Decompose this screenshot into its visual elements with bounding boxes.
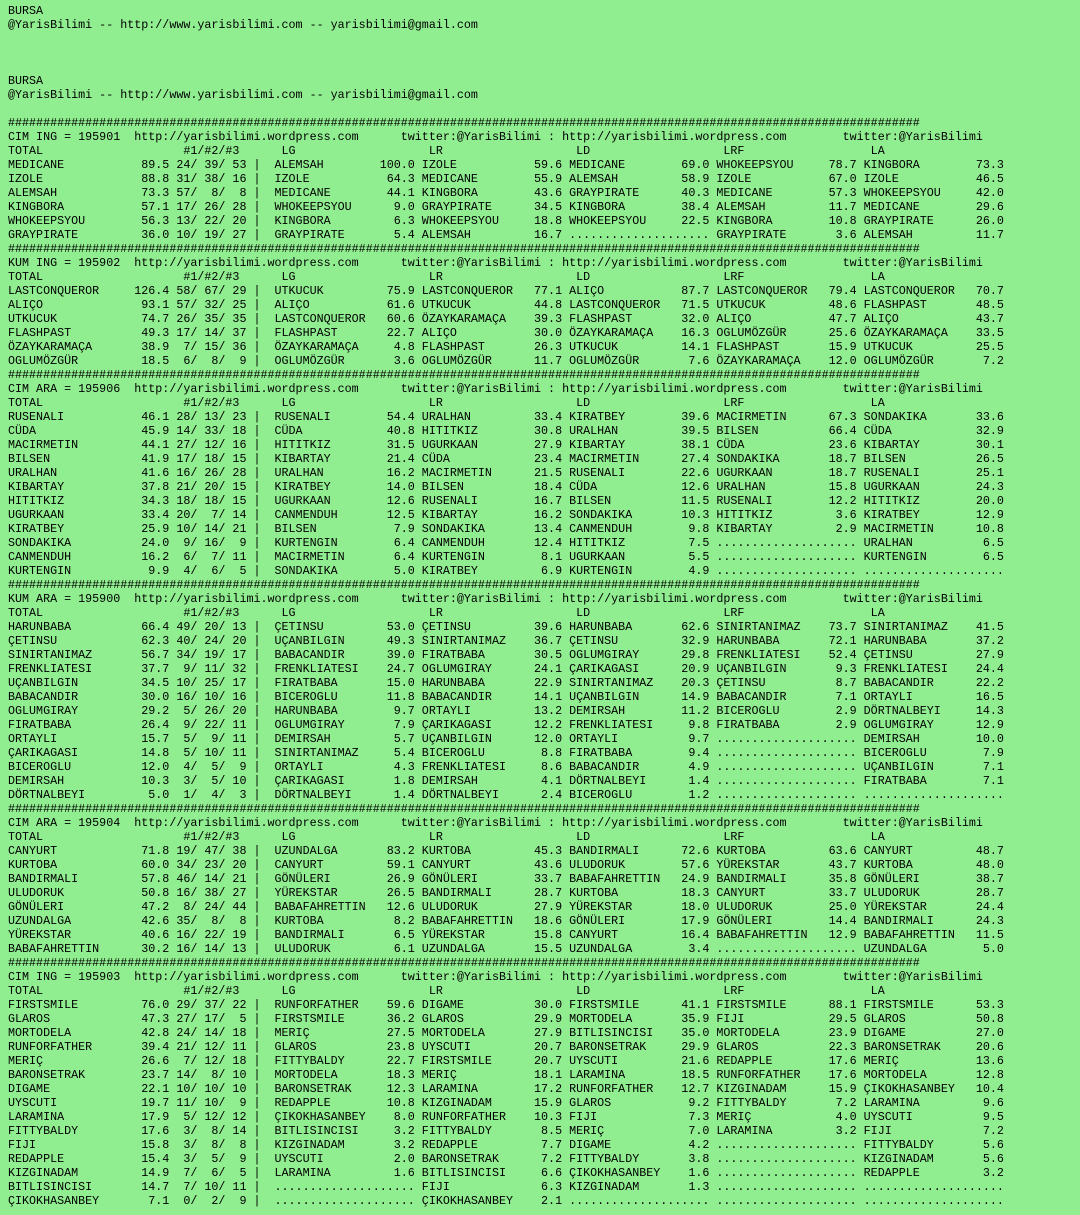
horse-row: FRENKLIATESI 37.7 9/ 11/ 32 | FRENKLIATESI 24.7 OGLUMGIRAY 24.1 ÇARIKAGASI 20.9 UÇANBILGIN 9.3 FRENKLIATESI 24.4 [8, 662, 1004, 676]
horse-row: FITTYBALDY 17.6 3/ 8/ 14 | BITLISINCISI 3.2 FITTYBALDY 8.5 MERIÇ 7.0 LARAMINA 3.2 FIJI 7.2 [8, 1124, 1004, 1138]
horse-row: DIGAME 22.1 10/ 10/ 10 | BARONSETRAK 12.3 LARAMINA 17.2 RUNFORFATHER 12.7 KIZGINADAM 15.9 ÇIKOKHASANBEY 10.4 [8, 1082, 1004, 1096]
horse-row: KURTENGIN 9.9 4/ 6/ 5 | SONDAKIKA 5.0 KIRATBEY 6.9 KURTENGIN 4.9 .................... .................... [8, 564, 1004, 578]
horse-row: ÇETINSU 62.3 40/ 24/ 20 | UÇANBILGIN 49.3 SINIRTANIMAZ 36.7 ÇETINSU 32.9 HARUNBABA 72.1 HARUNBABA 37.2 [8, 634, 1004, 648]
separator: ################################################################################################################################## [8, 242, 920, 256]
horse-row: MACIRMETIN 44.1 27/ 12/ 16 | HITITKIZ 31.5 UGURKAAN 27.9 KIBARTAY 38.1 CÜDA 23.6 KIBARTAY 30.1 [8, 438, 1004, 452]
horse-row: WHOKEEPSYOU 56.3 13/ 22/ 20 | KINGBORA 6.3 WHOKEEPSYOU 18.8 WHOKEEPSYOU 22.5 KINGBORA 10.8 GRAYPIRATE 26.0 [8, 214, 1004, 228]
horse-row: GÖNÜLERI 47.2 8/ 24/ 44 | BABAFAHRETTIN 12.6 ULUDORUK 27.9 YÜREKSTAR 18.0 ULUDORUK 25.0 YÜREKSTAR 24.4 [8, 900, 1004, 914]
horse-row: FIRATBABA 26.4 9/ 22/ 11 | OGLUMGIRAY 7.9 ÇARIKAGASI 12.2 FRENKLIATESI 9.8 FIRATBABA 2.9 OGLUMGIRAY 12.9 [8, 718, 1004, 732]
horse-row: CANMENDUH 16.2 6/ 7/ 11 | MACIRMETIN 6.4 KURTENGIN 8.1 UGURKAAN 5.5 .................... KURTENGIN 6.5 [8, 550, 1004, 564]
horse-row: YÜREKSTAR 40.6 16/ 22/ 19 | BANDIRMALI 6.5 YÜREKSTAR 15.8 CANYURT 16.4 BABAFAHRETTIN 12.9 BABAFAHRETTIN 11.5 [8, 928, 1004, 942]
separator: ################################################################################################################################## [8, 956, 920, 970]
horse-row: RUNFORFATHER 39.4 21/ 12/ 11 | GLAROS 23.8 UYSCUTI 20.7 BARONSETRAK 29.9 GLAROS 22.3 BARONSETRAK 20.6 [8, 1040, 1004, 1054]
horse-row: BARONSETRAK 23.7 14/ 8/ 10 | MORTODELA 18.3 MERIÇ 18.1 LARAMINA 18.5 RUNFORFATHER 17.6 MORTODELA 12.8 [8, 1068, 1004, 1082]
section-header: KUM ARA = 195900 http://yarisbilimi.wordpress.com twitter:@YarisBilimi : http://yarisbilimi.wordpress.com twitter:@YarisBilimi [8, 592, 983, 606]
column-header: TOTAL #1/#2/#3 LG LR LD LRF LA [8, 830, 885, 844]
column-header: TOTAL #1/#2/#3 LG LR LD LRF LA [8, 606, 885, 620]
horse-row: KINGBORA 57.1 17/ 26/ 28 | WHOKEEPSYOU 9.0 GRAYPIRATE 34.5 KINGBORA 38.4 ALEMSAH 11.7 MEDICANE 29.6 [8, 200, 1004, 214]
separator: ################################################################################################################################## [8, 368, 920, 382]
horse-row: UZUNDALGA 42.6 35/ 8/ 8 | KURTOBA 8.2 BABAFAHRETTIN 18.6 GÖNÜLERI 17.9 GÖNÜLERI 14.4 BANDIRMALI 24.3 [8, 914, 1004, 928]
separator: ################################################################################################################################## [8, 802, 920, 816]
horse-row: DEMIRSAH 10.3 3/ 5/ 10 | ÇARIKAGASI 1.8 DEMIRSAH 4.1 DÖRTNALBEYI 1.4 .................... FIRATBABA 7.1 [8, 774, 1004, 788]
horse-row: BITLISINCISI 14.7 7/ 10/ 11 | .................... FIJI 6.3 KIZGINADAM 1.3 .................... .................... [8, 1180, 1004, 1194]
page-title: BURSA [8, 74, 44, 88]
blank-line [8, 102, 1080, 116]
horse-row: UTKUCUK 74.7 26/ 35/ 35 | LASTCONQUEROR 60.6 ÖZAYKARAMAÇA 39.3 FLASHPAST 32.0 ALIÇO 47.7 ALIÇO 43.7 [8, 312, 1004, 326]
horse-row: CÜDA 45.9 14/ 33/ 18 | CÜDA 40.8 HITITKIZ 30.8 URALHAN 39.5 BILSEN 66.4 CÜDA 32.9 [8, 424, 1004, 438]
horse-row: ÇARIKAGASI 14.8 5/ 10/ 11 | SINIRTANIMAZ 5.4 BICEROGLU 8.8 FIRATBABA 9.4 .................... BICEROGLU 7.9 [8, 746, 1004, 760]
horse-row: HARUNBABA 66.4 49/ 20/ 13 | ÇETINSU 53.0 ÇETINSU 39.6 HARUNBABA 62.6 SINIRTANIMAZ 73.7 SINIRTANIMAZ 41.5 [8, 620, 1004, 634]
horse-row: FIJI 15.8 3/ 8/ 8 | KIZGINADAM 3.2 REDAPPLE 7.7 DIGAME 4.2 .................... FITTYBALDY 5.6 [8, 1138, 1004, 1152]
section-header: CIM ARA = 195904 http://yarisbilimi.wordpress.com twitter:@YarisBilimi : http://yarisbilimi.wordpress.com twitter:@YarisBilimi [8, 816, 983, 830]
separator: ################################################################################################################################## [8, 578, 920, 592]
horse-row: BICEROGLU 12.0 4/ 5/ 9 | ORTAYLI 4.3 FRENKLIATESI 8.6 BABACANDIR 4.9 .................... UÇANBILGIN 7.1 [8, 760, 1004, 774]
credit-line: @YarisBilimi -- http://www.yarisbilimi.com -- yarisbilimi@gmail.com [8, 88, 478, 102]
column-header: TOTAL #1/#2/#3 LG LR LD LRF LA [8, 270, 885, 284]
horse-row: SINIRTANIMAZ 56.7 34/ 19/ 17 | BABACANDIR 39.0 FIRATBABA 30.5 OGLUMGIRAY 29.8 FRENKLIATESI 52.4 ÇETINSU 27.9 [8, 648, 1004, 662]
column-header: TOTAL #1/#2/#3 LG LR LD LRF LA [8, 144, 885, 158]
horse-row: LASTCONQUEROR 126.4 58/ 67/ 29 | UTKUCUK 75.9 LASTCONQUEROR 77.1 ALIÇO 87.7 LASTCONQUEROR 79.4 LASTCONQUEROR 70.7 [8, 284, 1004, 298]
horse-row: UYSCUTI 19.7 11/ 10/ 9 | REDAPPLE 10.8 KIZGINADAM 15.9 GLAROS 9.2 FITTYBALDY 7.2 LARAMINA 9.6 [8, 1096, 1004, 1110]
horse-row: RUSENALI 46.1 28/ 13/ 23 | RUSENALI 54.4 URALHAN 33.4 KIRATBEY 39.6 MACIRMETIN 67.3 SONDAKIKA 33.6 [8, 410, 1004, 424]
horse-row: OGLUMÖZGÜR 18.5 6/ 8/ 9 | OGLUMÖZGÜR 3.6 OGLUMÖZGÜR 11.7 OGLUMÖZGÜR 7.6 ÖZAYKARAMAÇA 12.0 OGLUMÖZGÜR 7.2 [8, 354, 1004, 368]
horse-row: DÖRTNALBEYI 5.0 1/ 4/ 3 | DÖRTNALBEYI 1.4 DÖRTNALBEYI 2.4 BICEROGLU 1.2 .................... .................... [8, 788, 1004, 802]
horse-row: URALHAN 41.6 16/ 26/ 28 | URALHAN 16.2 MACIRMETIN 21.5 RUSENALI 22.6 UGURKAAN 18.7 RUSENALI 25.1 [8, 466, 1004, 480]
horse-row: BANDIRMALI 57.8 46/ 14/ 21 | GÖNÜLERI 26.9 GÖNÜLERI 33.7 BABAFAHRETTIN 24.9 BANDIRMALI 35.8 GÖNÜLERI 38.7 [8, 872, 1004, 886]
horse-row: GRAYPIRATE 36.0 10/ 19/ 27 | GRAYPIRATE 5.4 ALEMSAH 16.7 .................... GRAYPIRATE 3.6 ALEMSAH 11.7 [8, 228, 1004, 242]
horse-row: BABACANDIR 30.0 16/ 10/ 16 | BICEROGLU 11.8 BABACANDIR 14.1 UÇANBILGIN 14.9 BABACANDIR 7.1 ORTAYLI 16.5 [8, 690, 1004, 704]
horse-row: UGURKAAN 33.4 20/ 7/ 14 | CANMENDUH 12.5 KIBARTAY 16.2 SONDAKIKA 10.3 HITITKIZ 3.6 KIRATBEY 12.9 [8, 508, 1004, 522]
horse-row: KIZGINADAM 14.9 7/ 6/ 5 | LARAMINA 1.6 BITLISINCISI 6.6 ÇIKOKHASANBEY 1.6 .................... REDAPPLE 3.2 [8, 1166, 1004, 1180]
horse-row: IZOLE 88.8 31/ 38/ 16 | IZOLE 64.3 MEDICANE 55.9 ALEMSAH 58.9 IZOLE 67.0 IZOLE 46.5 [8, 172, 1004, 186]
horse-row: ALIÇO 93.1 57/ 32/ 25 | ALIÇO 61.6 UTKUCUK 44.8 LASTCONQUEROR 71.5 UTKUCUK 48.6 FLASHPAST 48.5 [8, 298, 1004, 312]
blank-line [8, 46, 1080, 60]
horse-row: BABAFAHRETTIN 30.2 16/ 14/ 13 | ULUDORUK 6.1 UZUNDALGA 15.5 UZUNDALGA 3.4 .................... UZUNDALGA 5.0 [8, 942, 1004, 956]
blank-line [8, 60, 1080, 74]
horse-row: GLAROS 47.3 27/ 17/ 5 | FIRSTSMILE 36.2 GLAROS 29.9 MORTODELA 35.9 FIJI 29.5 GLAROS 50.8 [8, 1012, 1004, 1026]
horse-row: FIRSTSMILE 76.0 29/ 37/ 22 | RUNFORFATHER 59.6 DIGAME 30.0 FIRSTSMILE 41.1 FIRSTSMILE 88.1 FIRSTSMILE 53.3 [8, 998, 1004, 1012]
horse-row: SONDAKIKA 24.0 9/ 16/ 9 | KURTENGIN 6.4 CANMENDUH 12.4 HITITKIZ 7.5 .................... URALHAN 6.5 [8, 536, 1004, 550]
horse-row: ULUDORUK 50.8 16/ 38/ 27 | YÜREKSTAR 26.5 BANDIRMALI 28.7 KURTOBA 18.3 CANYURT 33.7 ULUDORUK 28.7 [8, 886, 1004, 900]
horse-row: OGLUMGIRAY 29.2 5/ 26/ 20 | HARUNBABA 9.7 ORTAYLI 13.2 DEMIRSAH 11.2 BICEROGLU 2.9 DÖRTNALBEYI 14.3 [8, 704, 1004, 718]
section-header: CIM ING = 195903 http://yarisbilimi.wordpress.com twitter:@YarisBilimi : http://yarisbilimi.wordpress.com twitter:@YarisBilimi [8, 970, 983, 984]
horse-row: BILSEN 41.9 17/ 18/ 15 | KIBARTAY 21.4 CÜDA 23.4 MACIRMETIN 27.4 SONDAKIKA 18.7 BILSEN 26.5 [8, 452, 1004, 466]
credit-line: @YarisBilimi -- http://www.yarisbilimi.com -- yarisbilimi@gmail.com [8, 18, 478, 32]
horse-row: UÇANBILGIN 34.5 10/ 25/ 17 | FIRATBABA 15.0 HARUNBABA 22.9 SINIRTANIMAZ 20.3 ÇETINSU 8.7 BABACANDIR 22.2 [8, 676, 1004, 690]
horse-row: KIBARTAY 37.8 21/ 20/ 15 | KIRATBEY 14.0 BILSEN 18.4 CÜDA 12.6 URALHAN 15.8 UGURKAAN 24.3 [8, 480, 1004, 494]
section-header: KUM ING = 195902 http://yarisbilimi.wordpress.com twitter:@YarisBilimi : http://yarisbilimi.wordpress.com twitter:@YarisBilimi [8, 256, 983, 270]
column-header: TOTAL #1/#2/#3 LG LR LD LRF LA [8, 396, 885, 410]
blank-line [8, 32, 1080, 46]
horse-row: LARAMINA 17.9 5/ 12/ 12 | ÇIKOKHASANBEY 8.0 RUNFORFATHER 10.3 FIJI 7.3 MERIÇ 4.0 UYSCUTI 9.5 [8, 1110, 1004, 1124]
horse-row: MERIÇ 26.6 7/ 12/ 18 | FITTYBALDY 22.7 FIRSTSMILE 20.7 UYSCUTI 21.6 REDAPPLE 17.6 MERIÇ 13.6 [8, 1054, 1004, 1068]
horse-row: MORTODELA 42.8 24/ 14/ 18 | MERIÇ 27.5 MORTODELA 27.9 BITLISINCISI 35.0 MORTODELA 23.9 DIGAME 27.0 [8, 1026, 1004, 1040]
section-header: CIM ARA = 195906 http://yarisbilimi.wordpress.com twitter:@YarisBilimi : http://yarisbilimi.wordpress.com twitter:@YarisBilimi [8, 382, 983, 396]
horse-row: ALEMSAH 73.3 57/ 8/ 8 | MEDICANE 44.1 KINGBORA 43.6 GRAYPIRATE 40.3 MEDICANE 57.3 WHOKEEPSYOU 42.0 [8, 186, 1004, 200]
horse-row: ÖZAYKARAMAÇA 38.9 7/ 15/ 36 | ÖZAYKARAMAÇA 4.8 FLASHPAST 26.3 UTKUCUK 14.1 FLASHPAST 15.9 UTKUCUK 25.5 [8, 340, 1004, 354]
horse-row: FLASHPAST 49.3 17/ 14/ 37 | FLASHPAST 22.7 ALIÇO 30.0 ÖZAYKARAMAÇA 16.3 OGLUMÖZGÜR 25.6 ÖZAYKARAMAÇA 33.5 [8, 326, 1004, 340]
horse-row: HITITKIZ 34.3 18/ 18/ 15 | UGURKAAN 12.6 RUSENALI 16.7 BILSEN 11.5 RUSENALI 12.2 HITITKIZ 20.0 [8, 494, 1004, 508]
horse-row: KURTOBA 60.0 34/ 23/ 20 | CANYURT 59.1 CANYURT 43.6 ULUDORUK 57.6 YÜREKSTAR 43.7 KURTOBA 48.0 [8, 858, 1004, 872]
horse-row: ORTAYLI 15.7 5/ 9/ 11 | DEMIRSAH 5.7 UÇANBILGIN 12.0 ORTAYLI 9.7 .................... DEMIRSAH 10.0 [8, 732, 1004, 746]
separator: ################################################################################################################################## [8, 116, 920, 130]
section-header: CIM ING = 195901 http://yarisbilimi.wordpress.com twitter:@YarisBilimi : http://yarisbilimi.wordpress.com twitter:@YarisBilimi [8, 130, 983, 144]
horse-row: REDAPPLE 15.4 3/ 5/ 9 | UYSCUTI 2.0 BARONSETRAK 7.2 FITTYBALDY 3.8 .................... KIZGINADAM 5.6 [8, 1152, 1004, 1166]
horse-row: MEDICANE 89.5 24/ 39/ 53 | ALEMSAH 100.0 IZOLE 59.6 MEDICANE 69.0 WHOKEEPSYOU 78.7 KINGBORA 73.3 [8, 158, 1004, 172]
horse-row: ÇIKOKHASANBEY 7.1 0/ 2/ 9 | .................... ÇIKOKHASANBEY 2.1 .................... .................... .................... [8, 1194, 1004, 1208]
horse-row: KIRATBEY 25.9 10/ 14/ 21 | BILSEN 7.9 SONDAKIKA 13.4 CANMENDUH 9.8 KIBARTAY 2.9 MACIRMETIN 10.8 [8, 522, 1004, 536]
horse-row: CANYURT 71.8 19/ 47/ 38 | UZUNDALGA 83.2 KURTOBA 45.3 BANDIRMALI 72.6 KURTOBA 63.6 CANYURT 48.7 [8, 844, 1004, 858]
column-header: TOTAL #1/#2/#3 LG LR LD LRF LA [8, 984, 885, 998]
page-title: BURSA [8, 4, 44, 18]
